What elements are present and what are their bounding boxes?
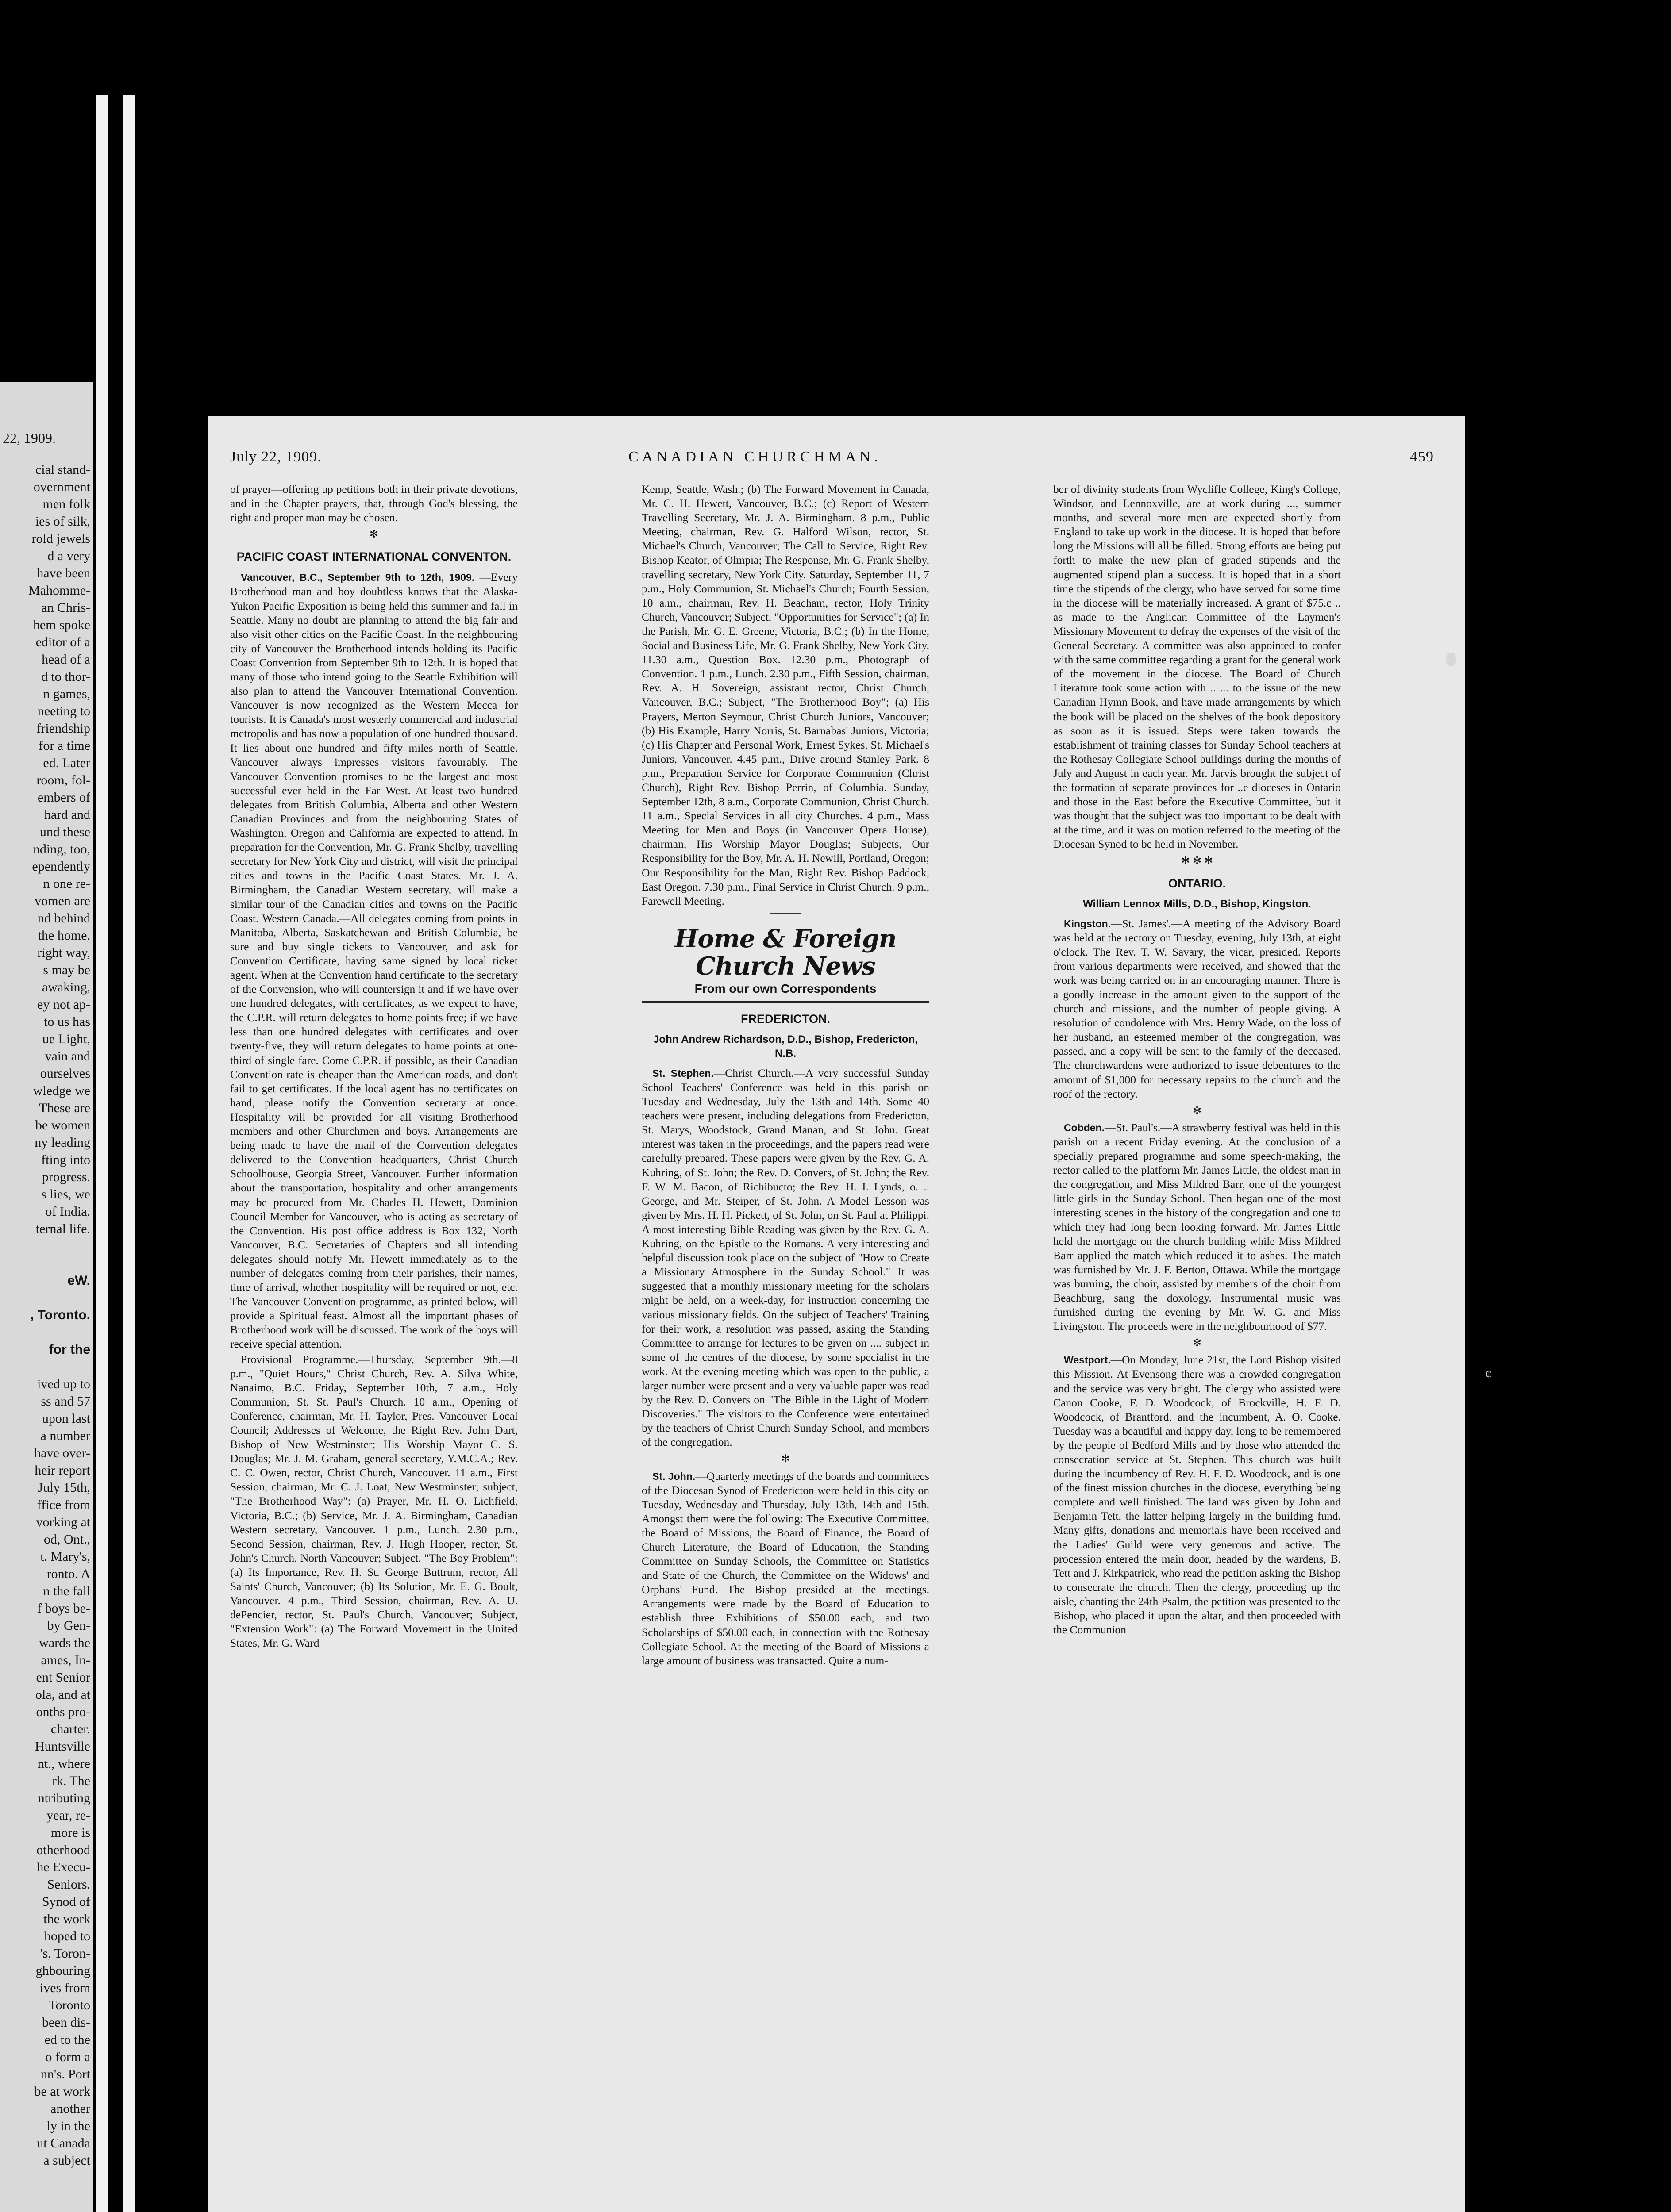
previous-page-line: wledge we — [33, 1083, 90, 1098]
previous-page-line: , Toronto. — [30, 1308, 90, 1322]
paragraph-text: Provisional Programme.—Thursday, September 9th.—8 p.m., "Quiet Hours," Christ Church, Rev. A. Silva White, Nanaimo, B.C. Friday, September 10th, 7 a.m., Holy Communion, St. St. Paul's Church. 10 a.m., Opening of Conference, chairman, Mr. H. Taylor, Pres. Vancouver Local Council; Addresses of Welcome, the Right Rev. John Dart, Bishop of New Westminster; His Worship Mayor C. S. Douglas; Mr. J. M. Graham, general secretary, Y.M.C.A.; Rev. C. C. Owen, rector, Christ Church, Vancouver. 11 a.m., First Session, chairman, Mr. C. J. Loat, New Westminster; subject, "The Brotherhood Way": (a) Prayer, Mr. H. O. Lichfield, Victoria, B.C.; (b) Service, Mr. J. A. Birmingham, Canadian Western secretary, Vancouver. 1 p.m., Lunch. 2.30 p.m., Second Session, chairman, Rev. J. Hugh Hooper, rector, St. John's Church, North Vancouver; Subject, "The Boy Problem": (a) Its Importance, Rev. H. St. George Buttrum, rector, All Saints' Church, Vancouver; (b) Its Solution, Mr. E. G. Boult, Vancouver. 4 p.m., Third Session, chairman, Rev. A. U. dePencier, rector, St. Paul's Church, Vancouver; Subject, "Extension Work": (a) The Forward Movement in the United States, Mr. G. Ward — [230, 1352, 518, 1650]
previous-page-line: heir report — [35, 1463, 90, 1478]
previous-page-line: ss and 57 — [41, 1394, 90, 1409]
previous-page-line: ependently — [32, 859, 90, 874]
previous-page-line: t. Mary's, — [40, 1549, 90, 1564]
article-paragraph — [642, 1066, 929, 1450]
previous-page-line: have over- — [34, 1446, 90, 1460]
previous-page-line: ola, and at — [35, 1687, 90, 1702]
previous-page-line: vorking at — [36, 1515, 90, 1529]
film-edge-bar — [123, 95, 135, 2212]
previous-page-line: ey not ap- — [37, 997, 90, 1012]
previous-page-line: be at work — [34, 2084, 90, 2099]
previous-page-line: upon last — [42, 1411, 90, 1426]
previous-page-line: s may be — [43, 963, 90, 977]
paragraph-text: of prayer—offering up petitions both in their private devotions, and in the Chapter prayers, that, through God's blessing, the right and proper man may be chosen. — [230, 483, 518, 524]
previous-page-line: the work — [43, 1912, 90, 1926]
film-edge-bar — [96, 95, 108, 2212]
previous-page-line: to us has — [44, 1014, 90, 1029]
previous-page-line: ames, In- — [41, 1653, 90, 1667]
previous-page-line: rold jewels — [31, 531, 90, 546]
ornament-divider: ✻ — [1192, 1337, 1202, 1349]
previous-page-line: hard and — [44, 807, 90, 822]
previous-page-line: friendship — [36, 721, 90, 736]
previous-page-line — [28, 1324, 90, 1341]
previous-page-line: ffice from — [37, 1498, 90, 1512]
dateline: Westport. — [1064, 1354, 1111, 1366]
previous-page-line: have been — [37, 566, 90, 580]
previous-page-line: overnment — [33, 480, 90, 494]
previous-page-line: n one re- — [43, 876, 90, 891]
previous-page-fragment — [0, 382, 93, 2212]
column-3 — [1053, 482, 1341, 1638]
article-paragraph — [230, 1352, 518, 1651]
previous-page-line: Synod of — [42, 1894, 90, 1909]
previous-page-line: Toronto — [48, 1998, 90, 2012]
previous-page-line: nn's. Port — [40, 2067, 90, 2081]
ornament-divider: ✻ — [1192, 1105, 1202, 1117]
previous-page-line: ed to the — [44, 2032, 90, 2047]
previous-page-line: he Execu- — [37, 1860, 90, 1874]
previous-page-line: charter. — [50, 1722, 90, 1736]
article-paragraph — [642, 482, 929, 908]
previous-page-line: ies of silk, — [35, 514, 90, 529]
previous-page-line: ut Canada — [37, 2136, 90, 2151]
previous-page-line: und these — [39, 825, 90, 839]
previous-page-line: fting into — [41, 1152, 90, 1167]
dateline: St. John. — [652, 1470, 696, 1482]
news-banner: Home & Foreign Church News — [674, 924, 897, 981]
dateline: Kingston. — [1064, 918, 1111, 929]
dateline: St. Stephen. — [652, 1067, 714, 1079]
previous-page-line: ntributing — [38, 1791, 90, 1805]
dateline: Vancouver, B.C., September 9th to 12th, 1909. — [241, 572, 475, 584]
article-paragraph — [1053, 482, 1341, 851]
column-2 — [642, 482, 929, 1669]
article-paragraph — [642, 1469, 929, 1668]
ornament-divider: ✻ — [369, 529, 379, 541]
previous-page-line: Mahomme- — [28, 583, 90, 598]
header-date: July 22, 1909. — [230, 449, 322, 465]
article-paragraph — [1053, 1121, 1341, 1333]
previous-page-line: ue Light, — [42, 1032, 90, 1046]
article-paragraph — [230, 570, 518, 1351]
article-paragraph — [1053, 1353, 1341, 1637]
previous-page-line: progress. — [42, 1170, 90, 1184]
header-title: CANADIAN CHURCHMAN. — [628, 449, 882, 465]
previous-page-line: head of a — [42, 652, 90, 667]
previous-page-line: embers of — [37, 790, 90, 805]
previous-page-line: otherhood — [36, 1843, 90, 1857]
previous-page-line: awaking, — [42, 980, 90, 995]
paragraph-text: —Every Brotherhood man and boy doubtless knows that the Alaska-Yukon Pacific Exposition is being held this summer and fall in Seattle. Many no doubt are planning to attend the big fair and also visit other cities on the Pacific Coast. In the neighbouring city of Vancouver the Brotherhood intends holding its Pacific Coast Convention from September 9th to 12th. It is hoped that many of those who intend going to the Seattle Exhibition will also plan to attend the Vancouver International Convention. Vancouver is now recognized as the Western Mecca for tourists. It is Canada's most westerly commercial and industrial metropolis and has now a population of one hundred thousand. It lies about one hundred and fifty miles north of Seattle. Vancouver always impresses visitors favourably. The Vancouver Convention promises to be the largest and most successful ever held in the Far West. At least two hundred delegates from British Columbia, Alberta and other Western Canadian Provinces and from the neighbouring States of Washington, Oregon and California are expected to attend. In preparation for the Convention, Mr. G. Frank Shelby, travelling secretary for New York City and district, will visit the principal cities and towns in the Pacific Coast States. Mr. J. A. Birmingham, the Canadian Western secretary, will make a similar tour of the Canadian cities and towns on the Pacific Coast. Western Canada.—All delegates coming from points in Manitoba, Alberta, Saskatchewan and British Columbia, be sure and buy single tickets to Vancouver, and ask for Convention Certificate, having same signed by local ticket agent. When at the Convention hand certificate to the secretary of the Convension, who will countersign it and if we have over one hundred delegates, with certificates, as we expect to have, the C.P.R. will return delegates to home points free; if we have less than one hundred delegates with certificates and over twenty-five, they will return delegates to home points at one-third of single fare. Come C.P.R. if possible, as their Canadian Convention rate is cheaper than the American roads, and don't fail to get certificates. If the local agent has no certificates on hand, please notify the Convention secretary at once. Hospitality will be provided for all visiting Brotherhood members and other Churchmen and boys. Arrangements are being made to have the mail of the Convention delegates delivered to the Convention headquarters, Christ Church Schoolhouse, Georgia Street, Vancouver. Further information about the transportation, hospitality and other arrangements may be procured from Mr. Charles H. Hewett, Dominion Council Member for Vancouver, who is acting as secretary of the Convention. His post office address is Box 132, North Vancouver, B.C. Secretaries of Chapters and all intending delegates should notify Mr. Hewett immediately as to the number of delegates coming from their parishes, their names, time of arrival, whether hospitality will be required or not, etc. The Vancouver Convention programme, as printed below, will provide a Spiritual feast. Almost all the important phases of Brotherhood work will be discussed. The work of the boys will receive special attention. — [230, 571, 518, 1351]
margin-mark: ¢ — [1485, 1367, 1492, 1382]
previous-page-line: been dis- — [42, 2015, 90, 2030]
previous-page-line: the home, — [38, 928, 90, 943]
previous-page-line — [28, 1255, 90, 1272]
previous-page-line: men folk — [42, 497, 90, 511]
previous-page-line: by Gen- — [47, 1618, 90, 1633]
previous-page-line: more is — [50, 1825, 90, 1840]
previous-page-line: ed. Later — [43, 756, 90, 770]
previous-page-line: These are — [39, 1101, 90, 1115]
paragraph-text: —Christ Church.—A very successful Sunday School Teachers' Conference was held in this parish on Tuesday and Wednesday, July the 13th and 14th. Some 40 teachers were present, including delegations from Fredericton, St. Marys, Woodstock, Grand Manan, and St. John. Great interest was taken in the proceedings, and the papers read were carefully prepared. These papers were given by the Rev. G. A. Kuhring, of St. John; the Rev. D. Convers, of St. John; the Rev. F. W. M. Bacon, of Richibucto; the Rev. H. I. Lynds, o. .. George, and Mr. Steiper, of St. John. A Model Lesson was given by Mrs. H. H. Pickett, of St. John, on St. Paul at Philippi. A most interesting Bible Reading was given by the Rev. G. A. Kuhring, on the Epistle to the Romans. A very interesting and helpful discussion took place on the subject of "How to Create a Missionary Atmosphere in the Sunday School." It was suggested that a monthly missionary meeting for the scholars might be held, on a week-day, for instruction concerning the various missionary fields. On the subject of Teachers' Training for their work, a resolution was passed, asking the Standing Committee to arrange for lectures to be given on .... subject in some of the centres of the diocese, by some specialist in the work. At the evening meeting which was open to the public, a larger number were present and a very valuable paper was read by the Rev. D. Convers on "The Bible in the Light of Modern Discoveries." The visitors to the Conference were entertained by the teachers of Christ Church Sunday School, and members of the congregation. — [642, 1066, 930, 1449]
newspaper-page — [208, 416, 1465, 2212]
previous-page-line: f boys be- — [37, 1601, 90, 1616]
previous-page-line: wards the — [39, 1636, 90, 1650]
previous-page-line: an Chris- — [41, 600, 90, 615]
previous-page-line: of India, — [45, 1204, 90, 1219]
previous-page-line: hoped to — [44, 1929, 90, 1943]
previous-page-line: d a very — [47, 549, 90, 563]
previous-page-line: another — [50, 2101, 90, 2116]
previous-page-line: ronto. A — [46, 1567, 90, 1581]
previous-page-line: for a time — [39, 738, 90, 753]
page-number: 459 — [1410, 449, 1434, 465]
previous-page-line: July 15th, — [38, 1480, 90, 1495]
previous-page-line: s lies, we — [41, 1187, 90, 1202]
previous-page-line: eW. — [67, 1273, 90, 1288]
article-paragraph — [1053, 917, 1341, 1101]
paragraph-text: —St. Paul's.—A strawberry festival was held in this parish on a recent Friday evening. At the conclusion of a specially prepared programme and some speech-making, the rector called to the platform Mr. James Little, the oldest man in the congregation, and Miss Mildred Barr, one of the youngest little girls in the Sunday School. Then began one of the most interesting scenes in the history of the congregation and one to which they had long been looking forward. Mr. James Little held the mortgage on the church building while Miss Mildred Barr applied the match which reduced it to ashes. The match was furnished by Mr. J. F. Berton, Ottawa. While the mortgage was burning, the choir, assisted by members of the choir from Beachburg, sang the doxology. Instrumental music was furnished during the evening by Mr. W. G. and Miss Livingston. The proceeds were in the neighbourhood of $77. — [1053, 1121, 1341, 1333]
previous-page-line: hem spoke — [33, 618, 90, 632]
paragraph-text: —Quarterly meetings of the boards and committees of the Diocesan Synod of Fredericton were held in this city on Tuesday, Wednesday and Thursday, July 13th, 14th and 15th. Amongst them were the following: The Executive Committee, the Board of Missions, the Board of Finance, the Board of Church Literature, the Board of Education, the Standing Committee on Sunday Schools, the Committee on Statistics and State of the Church, the Committee on the Widows' and Orphans' Fund. The Bishop presided at the meetings. Arrangements were made by the Board of Education to establish three Exhibitions of $50.00 each, and two Scholarships of $50.00 each, in connection with the Rothesay Collegiate School. At the meeting of the Board of Missions a large amount of business was transacted. Quite a num- — [642, 1469, 929, 1667]
double-rule — [642, 1001, 929, 1003]
paragraph-text: ber of divinity students from Wycliffe College, King's College, Windsor, and Lennoxville, are at work during ..., summer months, and several more men are expected shortly from England to take up work in the diocese. It is hoped that before long the Missions will all be filled. Strong efforts are being put forth to make the new plan of graded stipends and the augmented stipend plan a success. It is hoped that in a short time the stipends of the clergy, who have served for some time in the diocese will be materially increased. A grant of $75.c .. as made to the Anglican Committee of the Laymen's Missionary Movement to defray the expenses of the visit of the General Secretary. A committee was also appointed to confer with the same committee regarding a grant for the general work of the movement in the diocese. The Board of Church Literature took some action with .. ... to the issue of the new Canadian Hymn Book, and have made arrangements by which the book will be placed on the shelves of the book depository as soon as it is issued. Steps were taken towards the establishment of training classes for Sunday School teachers at the Rothesay Collegiate School buildings during the months of July and August in each year. Mr. Jarvis brought the subject of the formation of separate provinces for ..e dioceses in Ontario and those in the East before the Executive Committee, but it was thought that the subject was too important to be dealt with at the time, and it was on motion referred to the meeting of the Diocesan Synod to be held in November. — [1053, 483, 1341, 851]
previous-page-line: od, Ont., — [44, 1532, 90, 1547]
previous-page-line: ghbouring — [35, 1963, 90, 1978]
previous-page-line — [28, 1358, 90, 1375]
banner-subtitle: From our own Correspondents — [694, 981, 877, 995]
previous-page-line: for the — [49, 1342, 90, 1357]
previous-page-line: rk. The — [52, 1774, 90, 1788]
previous-page-line: ived up to — [37, 1377, 90, 1391]
previous-page-line: a number — [40, 1429, 90, 1443]
previous-page-line: vain and — [45, 1049, 90, 1064]
previous-page-line: ly in the — [46, 2119, 90, 2133]
bishop-subheading: William Lennox Mills, D.D., Bishop, Kingston. — [1083, 898, 1311, 910]
previous-page-line: nt., where — [37, 1756, 90, 1771]
previous-page-line: cial stand- — [35, 462, 90, 477]
previous-page-line: be women — [35, 1118, 90, 1133]
previous-page-line: neeting to — [37, 704, 90, 718]
previous-page-line: d to thor- — [41, 669, 90, 684]
bishop-subheading: John Andrew Richardson, D.D., Bishop, Fredericton, N.B. — [653, 1033, 918, 1060]
previous-page-line: 's, Toron- — [40, 1946, 90, 1961]
dateline: Cobden. — [1064, 1121, 1105, 1133]
previous-page-lines — [28, 461, 90, 2169]
previous-page-date: 22, 1909. — [3, 430, 56, 446]
column-1 — [230, 482, 518, 1651]
short-rule — [770, 913, 801, 914]
previous-page-line — [28, 1289, 90, 1306]
previous-page-line: right way, — [37, 945, 90, 960]
section-heading: FREDERICTON. — [740, 1012, 830, 1025]
paragraph-text: —St. James'.—A meeting of the Advisory Board was held at the rectory on Tuesday, evening, July 13th, at eight o'clock. The Rev. T. W. Savary, the vicar, presided. Reports from various departments were received, and showed that the work was being carried on in an encouraging manner. There is a goodly increase in the amount given to the support of the church and missions, and the number of people giving. A resolution of condolence with Mrs. Henry Wade, on the loss of her husband, an esteemed member of the congregation, was passed, and a copy will be sent to the family of the deceased. The churchwardens were authorized to issue debentures to the amount of $1,000 for necessary repairs to the church and the roof of the rectory. — [1053, 917, 1341, 1100]
section-heading: PACIFIC COAST INTERNATIONAL CONVENTON. — [236, 550, 512, 564]
previous-page-line: ives from — [39, 1981, 90, 1995]
ornament-divider: ✻ — [781, 1453, 790, 1465]
article-paragraph — [230, 482, 518, 525]
paragraph-text: —On Monday, June 21st, the Lord Bishop visited this Mission. At Evensong there was a crowded congregation and the service was very bright. The clergy who assisted were Canon Cooke, F. D. Woodcock, of Brockville, H. F. D. Woodcock, of Brantford, and the incumbent, A. O. Cooke. Tuesday was a beautiful and happy day, long to be remembered by the people of Bedford Mills and by those who attended the consecration service at St. Stephen. This church was built during the incumbency of Rev. H. F. D. Woodcock, and is one of the finest mission churches in the diocese, everything being complete and well finished. The land was given by John and Benjamin Tett, the latter helping largely in the building fund. Many gifts, donations and memorials have been received and the Ladies' Guild were very generous and active. The procession entered the main door, headed by the wardens, B. Tett and J. Kirkpatrick, who read the petition asking the Bishop to consecrate the church. Then the clergy, proceeding up the aisle, chanting the 24th Psalm, the petition was presented to the Bishop, who placed it upon the altar, and then proceeded with the Communion — [1053, 1353, 1341, 1636]
previous-page-line — [28, 1237, 90, 1255]
previous-page-line: ny leading — [35, 1135, 90, 1150]
previous-page-line: year, re- — [46, 1808, 90, 1823]
paragraph-text: Kemp, Seattle, Wash.; (b) The Forward Movement in Canada, Mr. C. H. Hewett, Vancouver, B.C.; (c) Report of Western Travelling Secretary, Mr. J. A. Birmingham. 8 p.m., Public Meeting, chairman, Rev. G. Halford Wilson, rector, St. Michael's Church, Vancouver; The Call to Service, Right Rev. Bishop Keator, of Olmpia; The Response, Mr. G. Frank Shelby, travelling secretary, New York City. Saturday, September 11, 7 p.m., Holy Communion, St. Michael's Church; Fourth Session, 10 a.m., chairman, Rev. H. Beacham, rector, Holy Trinity Church, Vancouver; Subject, "Opportunities for Service"; (a) In the Parish, Mr. G. E. Greene, Victoria, B.C.; (b) In the Home, Social and Business Life, Mr. G. Frank Shelby, New York City. 11.30 a.m., Question Box. 12.30 p.m., Photograph of Convention. 1 p.m., Lunch. 2.30 p.m., Fifth Session, chairman, Rev. A. H. Sovereign, assistant rector, Christ Church, Vancouver, B.C.; Subject, "The Brotherhood Boy"; (a) His Prayers, Merton Seymour, Christ Church Juniors, Vancouver; (b) His Example, Harry Norris, St. Barnabas' Juniors, Victoria; (c) His Chapter and Personal Work, Ernest Sykes, St. Michael's Juniors, Vancouver. 4.45 p.m., Drive around Stanley Park. 8 p.m., Preparation Service for Corporate Communion (Christ Church), Right Rev. Bishop Perrin, of Columbia. Sunday, September 12th, 8 a.m., Corporate Communion, Christ Church. 11 a.m., Special Services in all city Churches. 4 p.m., Mass Meeting for Men and Boys (in Vancouver Opera House), chairman, His Worship Mayor Douglas; Subjects, Our Responsibility for the Boy, Mr. A. H. Newill, Portland, Oregon; Our Responsibility for the Man, Right Rev. Bishop Paddock, East Oregon. 7.30 p.m., Final Service in Christ Church. 9 p.m., Farewell Meeting. — [642, 483, 929, 907]
previous-page-line: onths pro- — [36, 1705, 90, 1719]
previous-page-line: room, fol- — [36, 773, 90, 787]
previous-page-line: Huntsville — [35, 1739, 90, 1754]
ornament-divider: ✻ ✻ ✻ — [1181, 855, 1213, 867]
previous-page-line: a subject — [43, 2153, 90, 2168]
previous-page-line: n games, — [43, 687, 90, 701]
previous-page-line: Seniors. — [47, 1877, 90, 1892]
previous-page-line: ternal life. — [35, 1221, 90, 1236]
previous-page-line: n the fall — [43, 1584, 90, 1598]
previous-page-line: editor of a — [35, 635, 90, 649]
previous-page-line: o form a — [45, 2050, 90, 2064]
scan-thumbprint — [1446, 653, 1456, 666]
previous-page-line: nd behind — [37, 911, 90, 926]
section-heading: ONTARIO. — [1168, 876, 1226, 890]
previous-page-line: nding, too, — [33, 842, 90, 856]
previous-page-line: ourselves — [40, 1066, 90, 1081]
previous-page-line: vomen are — [35, 894, 90, 908]
previous-page-line: ent Senior — [36, 1670, 90, 1685]
